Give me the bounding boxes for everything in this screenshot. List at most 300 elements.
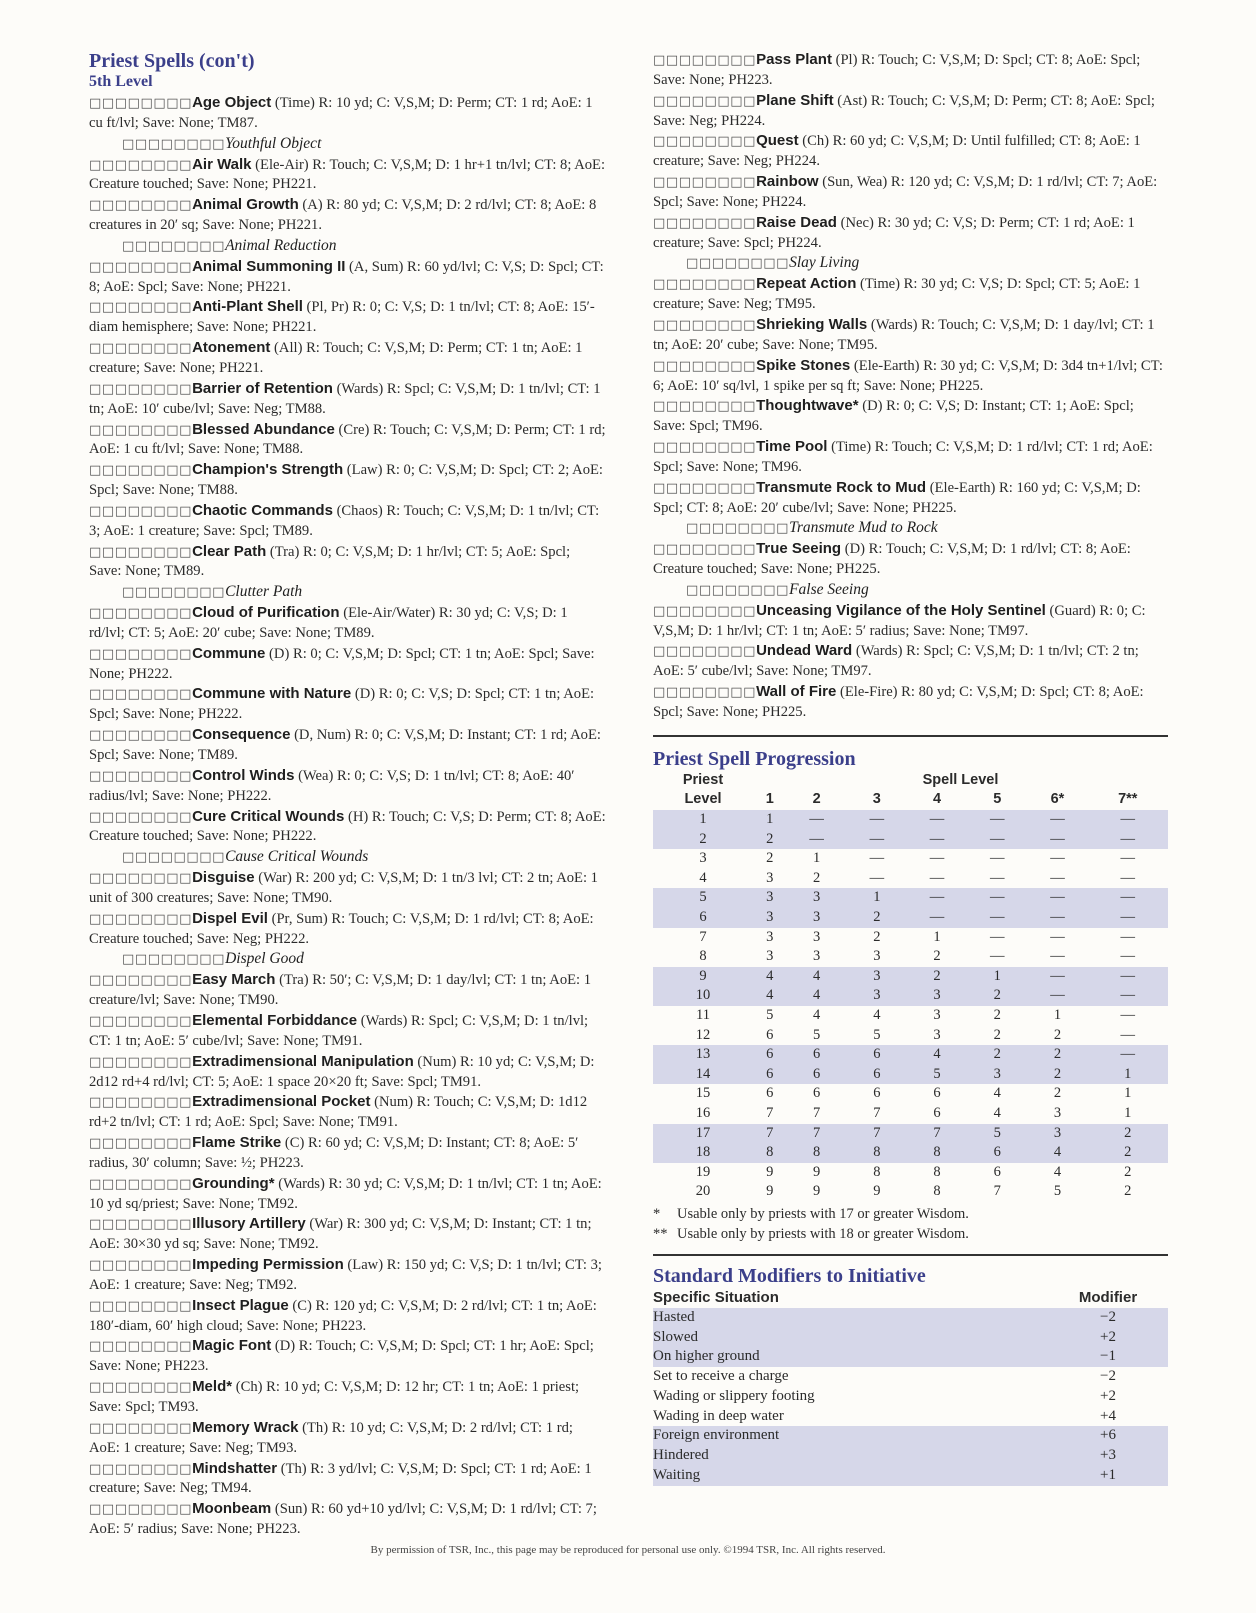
checkbox-row[interactable]: □□□□□□□□ <box>89 911 193 927</box>
spell-name: Commune with Nature <box>192 685 352 703</box>
slot-cell: 6 <box>766 1085 774 1102</box>
checkbox-row[interactable]: □□□□□□□□ <box>89 1054 193 1070</box>
level-cell: 17 <box>653 1124 753 1144</box>
spell-entry <box>653 315 1168 356</box>
spell-entry <box>89 297 606 338</box>
spell-entry <box>89 257 606 298</box>
spell-name: Spike Stones <box>756 356 851 374</box>
slot-cell: 6 <box>813 1085 821 1102</box>
level-cell: 11 <box>696 1006 710 1023</box>
spell-name: Magic Font <box>192 1337 272 1355</box>
spell-name: Control Winds <box>192 766 295 784</box>
checkbox-row[interactable]: □□□□□□□□ <box>122 238 226 254</box>
table-row <box>653 830 1168 850</box>
checkbox-row[interactable]: □□□□□□□□ <box>89 300 193 316</box>
section-title: Priest Spells (con't) <box>89 50 255 72</box>
slot-cell: — <box>1088 1045 1168 1065</box>
checkbox-row[interactable]: □□□□□□□□ <box>122 952 226 968</box>
spell-detail: (Wards) R: Spcl; C: V,S,M; D: 1 tn/lvl; CT: 1 tn; AoE: 10′ cube/lvl; Save: Neg; TM88. <box>89 380 601 417</box>
checkbox-row[interactable]: □□□□□□□□ <box>653 480 757 496</box>
spell-entry <box>653 437 1168 478</box>
spell-name: Memory Wrack <box>192 1418 299 1436</box>
footnote <box>653 1224 1168 1244</box>
spell-name: Animal Growth <box>192 196 299 214</box>
checkbox-row[interactable]: □□□□□□□□ <box>122 585 226 601</box>
spell-name: Illusory Artillery <box>192 1215 306 1233</box>
footnote-mark: ** <box>653 1225 668 1242</box>
table-row <box>653 1084 1168 1104</box>
slot-cell: 3 <box>847 986 907 1006</box>
spell-detail: (Law) R: 0; C: V,S,M; D: Spcl; CT: 2; AoE: Spcl; Save: None; TM88. <box>89 462 603 499</box>
table-row <box>653 1308 1168 1328</box>
slot-cell: 6 <box>993 1163 1001 1180</box>
spell-name: Unceasing Vigilance of the Holy Sentinel <box>756 601 1046 619</box>
level-cell: 7 <box>699 928 707 945</box>
checkbox-row[interactable]: □□□□□□□□ <box>653 358 757 374</box>
slot-cell: 1 <box>967 967 1027 987</box>
checkbox-row[interactable]: □□□□□□□□ <box>89 198 193 214</box>
table-row <box>653 928 1168 948</box>
spell-detail: (Wards) R: 30 yd; C: V,S,M; D: 1 tn/lvl; CT: 1 tn; AoE: 10 yd sq/priest; Save: None; TM92. <box>89 1175 602 1212</box>
checkbox-row[interactable]: □□□□□□□□ <box>653 603 757 619</box>
level-cell: 6 <box>653 908 753 928</box>
slot-cell: 6 <box>933 1085 941 1102</box>
slot-cell: — <box>1027 810 1087 830</box>
spell-entry <box>89 807 606 848</box>
divider <box>653 1254 1168 1256</box>
slot-cell: 4 <box>1027 1143 1087 1163</box>
slot-cell: 2 <box>813 869 821 886</box>
footnote-text: Usable only by priests with 17 or greater Wisdom. <box>677 1205 969 1222</box>
spell-name: Undead Ward <box>756 642 853 660</box>
slot-cell: 4 <box>993 1104 1001 1121</box>
slot-cell: 6 <box>847 1065 907 1085</box>
spell-detail: (Guard) R: 0; C: V,S,M; D: 1 hr/lvl; CT: 1 tn; AoE: 5′ radius; Save: None; TM97. <box>653 602 1146 639</box>
spell-detail: (War) R: 200 yd; C: V,S,M; D: 1 tn/3 lvl; CT: 2 tn; AoE: 1 unit of 300 creatures; Save: None; TM90. <box>89 870 598 906</box>
spell-name: Elemental Forbiddance <box>192 1011 358 1029</box>
slot-cell: — <box>1088 908 1168 928</box>
slot-cell: 7 <box>993 1183 1001 1200</box>
checkbox-row[interactable]: □□□□□□□□ <box>89 503 193 519</box>
slot-cell: 8 <box>907 1143 967 1163</box>
level-cell: 16 <box>695 1104 711 1121</box>
spell-detail: (Ele-Air) R: Touch; C: V,S,M; D: 1 hr+1 tn/lvl; CT: 8; AoE: Creature touched; Save: None; PH221. <box>89 156 606 193</box>
slot-cell: 3 <box>766 928 774 945</box>
spell-name: Transmute Rock to Mud <box>756 478 927 496</box>
slot-cell: — <box>1027 967 1087 987</box>
slot-cell: 2 <box>993 1026 1001 1043</box>
spell-name: Grounding* <box>192 1174 275 1192</box>
slot-cell: 2 <box>933 948 941 965</box>
spell-entry <box>89 155 606 196</box>
slot-cell: — <box>1088 986 1168 1006</box>
right-spell-list <box>653 50 1168 723</box>
slot-cell: — <box>989 928 1005 945</box>
column-header: 7** <box>1118 791 1138 808</box>
checkbox-row[interactable]: □□□□□□□□ <box>89 768 193 784</box>
slot-cell: 4 <box>1053 1163 1062 1180</box>
slot-cell: 4 <box>993 1085 1001 1102</box>
checkbox-row[interactable]: □□□□□□□□ <box>89 1461 193 1477</box>
spell-entry <box>89 1255 606 1296</box>
situation-cell: Waiting <box>653 1466 1048 1486</box>
checkbox-row[interactable]: □□□□□□□□ <box>653 215 757 231</box>
table-row <box>653 986 1168 1006</box>
spell-entry <box>89 338 606 379</box>
spell-detail: (C) R: 120 yd; C: V,S,M; D: 2 rd/lvl; CT: 1 tn; AoE: 180′-diam, 60′ high cloud; Save: None; PH223. <box>89 1297 597 1334</box>
checkbox-row[interactable]: □□□□□□□□ <box>653 440 757 456</box>
spell-detail: (Pl) R: Touch; C: V,S,M; D: Spcl; CT: 8; AoE: Spcl; Save: None; PH223. <box>653 52 1141 88</box>
checkbox-row[interactable]: □□□□□□□□ <box>89 544 193 560</box>
modifier-cell: +1 <box>1048 1466 1168 1486</box>
situation-cell: Hindered <box>653 1446 1048 1466</box>
checkbox-row[interactable]: □□□□□□□□ <box>89 422 193 438</box>
slot-cell: 8 <box>753 1143 787 1163</box>
spell-name: Cure Critical Wounds <box>192 807 345 825</box>
checkbox-row[interactable]: □□□□□□□□ <box>653 542 757 558</box>
checkbox-row[interactable]: □□□□□□□□ <box>89 687 193 703</box>
slot-cell: — <box>1120 850 1136 867</box>
spell-entry <box>89 766 606 807</box>
slot-cell: 3 <box>933 1026 941 1043</box>
level-cell: 15 <box>695 1085 711 1102</box>
checkbox-row[interactable]: □□□□□□□□ <box>653 644 757 660</box>
slot-cell: 3 <box>813 948 821 965</box>
slot-cell: 7 <box>813 1104 821 1121</box>
spell-entry <box>89 1214 606 1255</box>
footnote <box>653 1204 1168 1224</box>
spell-entry <box>89 1174 606 1215</box>
level-cell: 8 <box>699 948 707 965</box>
situation-cell: On higher ground <box>653 1347 1048 1367</box>
spell-detail: (Pl, Pr) R: 0; C: V,S; D: 1 tn/lvl; CT: 8; AoE: 15′-diam hemisphere; Save: None; PH221. <box>89 299 595 336</box>
spell-detail: (Th) R: 10 yd; C: V,S,M; D: 2 rd/lvl; CT: 1 rd; AoE: 1 creature; Save: Neg; TM93. <box>89 1419 573 1456</box>
checkbox-row[interactable]: □□□□□□□□ <box>89 96 193 111</box>
slot-cell: 9 <box>813 1183 821 1200</box>
spell-detail: (Wards) R: Touch; C: V,S,M; D: 1 day/lvl; CT: 1 tn; AoE: 20′ cube; Save: None; TM95. <box>653 316 1155 353</box>
spell-detail: (C) R: 60 yd; C: V,S,M; D: Instant; CT: 8; AoE: 5′ radius, 30′ column; Save: ½; PH223. <box>89 1135 579 1171</box>
slot-cell: 2 <box>1053 1085 1062 1102</box>
spell-name: True Seeing <box>756 540 842 558</box>
header-situation: Specific Situation <box>653 1288 779 1306</box>
spell-entry <box>89 134 606 155</box>
checkbox-row[interactable]: □□□□□□□□ <box>686 256 790 272</box>
checkbox-row[interactable]: □□□□□□□□ <box>653 134 757 150</box>
checkbox-row[interactable]: □□□□□□□□ <box>653 399 757 415</box>
initiative-body <box>653 1308 1168 1486</box>
table-row <box>653 1347 1168 1367</box>
spell-name: Repeat Action <box>756 275 857 293</box>
spell-entry <box>89 542 606 583</box>
slot-cell: 9 <box>873 1183 881 1200</box>
table-row <box>653 810 1168 830</box>
slot-cell: 4 <box>813 1006 821 1023</box>
spell-name: Dispel Evil <box>192 909 268 927</box>
table-row <box>653 888 1168 908</box>
spell-name: Meld* <box>192 1378 233 1396</box>
spell-entry <box>89 684 606 725</box>
slot-cell: — <box>907 888 967 908</box>
slot-cell: — <box>989 948 1005 965</box>
level-cell: 12 <box>695 1026 711 1043</box>
initiative-table <box>653 1288 1168 1486</box>
slot-cell: 2 <box>1124 1183 1132 1200</box>
modifier-cell: −2 <box>1048 1308 1168 1328</box>
checkbox-row[interactable]: □□□□□□□□ <box>89 381 193 397</box>
slot-cell: 5 <box>1053 1183 1062 1200</box>
slot-cell: 5 <box>907 1065 967 1085</box>
spell-detail: (Num) R: 10 yd; C: V,S,M; D: 2d12 rd+4 rd/lvl; CT: 5; AoE: 1 space 20×20 ft; Save: Spcl; TM91. <box>89 1053 595 1090</box>
spell-detail: (Ch) R: 60 yd; C: V,S,M; D: Until fulfilled; CT: 8; AoE: 1 creature; Save: Neg; PH224. <box>653 133 1141 170</box>
spell-name: Dispel Good <box>225 950 304 968</box>
checkbox-row[interactable]: □□□□□□□□ <box>89 1176 193 1192</box>
slot-cell: 8 <box>787 1143 847 1163</box>
spell-detail: (Cre) R: Touch; C: V,S,M; D: Perm; CT: 1 rd; AoE: 1 cu ft/lvl; Save: None; TM88. <box>89 421 606 458</box>
checkbox-row[interactable]: □□□□□□□□ <box>89 1136 193 1152</box>
situation-cell: Foreign environment <box>653 1426 1048 1446</box>
checkbox-row[interactable]: □□□□□□□□ <box>89 259 193 275</box>
slot-cell: 6 <box>847 1045 907 1065</box>
spell-name: Consequence <box>192 726 291 744</box>
situation-cell: Wading in deep water <box>653 1407 784 1424</box>
checkbox-row[interactable]: □□□□□□□□ <box>653 93 757 109</box>
slot-cell: — <box>1088 830 1168 850</box>
spell-name: Chaotic Commands <box>192 501 333 519</box>
spell-entry <box>89 460 606 501</box>
slot-cell: 7 <box>753 1124 787 1144</box>
section-subtitle: 5th Level <box>89 73 153 90</box>
checkbox-row[interactable]: □□□□□□□□ <box>89 1339 193 1355</box>
slot-cell: 4 <box>907 1045 967 1065</box>
level-cell: 14 <box>653 1065 753 1085</box>
spell-name: False Seeing <box>789 580 869 598</box>
spell-detail: (Time) R: Touch; C: V,S,M; D: 1 rd/lvl; CT: 1 rd; AoE: Spcl; Save: None; TM96. <box>653 439 1153 475</box>
spell-detail: (Th) R: 3 yd/lvl; C: V,S,M; D: Spcl; CT: 1 rd; AoE: 1 creature; Save: Neg; TM94. <box>89 1460 592 1497</box>
checkbox-row[interactable]: □□□□□□□□ <box>653 685 757 701</box>
spell-detail: (Ele-Earth) R: 30 yd; C: V,S,M; D: 3d4 tn+1/lvl; CT: 6; AoE: 10′ sq/lvl, 1 spike per sq ft; Save: None; PH225. <box>653 357 1163 394</box>
slot-cell: — <box>1050 948 1065 965</box>
slot-cell: 9 <box>766 1183 774 1200</box>
slot-cell: 9 <box>813 1163 821 1180</box>
spell-detail: (All) R: Touch; C: V,S,M; D: Perm; CT: 1 tn; AoE: 1 creature; Save: None; PH221. <box>89 340 583 376</box>
spell-name: Transmute Mud to Rock <box>789 519 938 537</box>
spell-name: Animal Summoning II <box>192 257 346 275</box>
checkbox-row[interactable]: □□□□□□□□ <box>89 1380 193 1396</box>
slot-cell: — <box>847 810 907 830</box>
spell-name: Disguise <box>192 869 255 887</box>
checkbox-row[interactable]: □□□□□□□□ <box>89 871 193 887</box>
spell-entry <box>89 1133 606 1174</box>
header-level: Level <box>684 791 722 808</box>
spell-detail: (A, Sum) R: 60 yd/lvl; C: V,S; D: Spcl; CT: 8; AoE: Spcl; Save: None; PH221. <box>89 258 604 295</box>
slot-cell: 4 <box>873 1006 881 1023</box>
spell-name: Barrier of Retention <box>192 379 333 397</box>
slot-cell: 5 <box>873 1026 881 1043</box>
spell-name: Moonbeam <box>192 1500 272 1518</box>
checkbox-row[interactable]: □□□□□□□□ <box>653 175 757 191</box>
slot-cell: 6 <box>873 1085 881 1102</box>
spell-entry <box>89 1499 606 1540</box>
spell-entry <box>653 478 1168 519</box>
slot-cell: 3 <box>766 948 774 965</box>
slot-cell: 2 <box>873 928 881 945</box>
spell-name: Cloud of Purification <box>192 604 340 622</box>
modifier-cell: +4 <box>1100 1407 1116 1424</box>
checkbox-row[interactable]: □□□□□□□□ <box>89 1013 193 1029</box>
checkbox-row[interactable]: □□□□□□□□ <box>686 521 790 537</box>
spell-entry <box>89 1011 606 1052</box>
spell-entry <box>653 518 1168 539</box>
checkbox-row[interactable]: □□□□□□□□ <box>89 646 193 662</box>
checkbox-row[interactable]: □□□□□□□□ <box>122 850 226 866</box>
spell-entry <box>89 725 606 766</box>
slot-cell: — <box>1027 830 1087 850</box>
spell-entry <box>89 236 606 257</box>
checkbox-row[interactable]: □□□□□□□□ <box>122 136 226 152</box>
spell-entry <box>89 1459 606 1500</box>
spell-entry <box>89 501 606 542</box>
slot-cell: 1 <box>1124 1085 1132 1102</box>
table-row <box>653 1328 1168 1348</box>
slot-cell: — <box>787 810 847 830</box>
spell-entry <box>89 1092 606 1133</box>
checkbox-row[interactable]: □□□□□□□□ <box>89 341 193 357</box>
checkbox-row[interactable]: □□□□□□□□ <box>89 1298 193 1314</box>
checkbox-row[interactable]: □□□□□□□□ <box>89 809 193 825</box>
checkbox-row[interactable]: □□□□□□□□ <box>653 53 757 68</box>
spell-name: Anti-Plant Shell <box>192 298 303 316</box>
checkbox-row[interactable]: □□□□□□□□ <box>89 1095 193 1111</box>
slot-cell: 7 <box>873 1104 881 1121</box>
level-cell: 18 <box>653 1143 753 1163</box>
spell-detail: (Law) R: 150 yd; C: V,S; D: 1 tn/lvl; CT: 3; AoE: 1 creature; Save: Neg; TM92. <box>89 1257 602 1293</box>
slot-cell: — <box>1120 1006 1136 1023</box>
spell-name: Wall of Fire <box>756 683 837 701</box>
slot-cell: 5 <box>766 1006 774 1023</box>
spell-name: Insect Plague <box>192 1296 289 1314</box>
checkbox-row[interactable]: □□□□□□□□ <box>686 582 790 598</box>
slot-cell: — <box>967 888 1027 908</box>
slot-cell: 4 <box>753 986 787 1006</box>
slot-cell: — <box>1120 869 1136 886</box>
slot-cell: 3 <box>766 869 774 886</box>
spell-detail: (D) R: Touch; C: V,S,M; D: Spcl; CT: 1 hr; AoE: Spcl; Save: None; PH223. <box>89 1338 594 1375</box>
table-row <box>653 1026 1168 1046</box>
checkbox-row[interactable]: □□□□□□□□ <box>89 157 193 173</box>
slot-cell: — <box>1027 888 1087 908</box>
checkbox-row[interactable]: □□□□□□□□ <box>89 463 193 479</box>
slot-cell: — <box>1050 928 1065 945</box>
spell-entry <box>653 274 1168 315</box>
spell-detail: (D) R: 0; C: V,S,M; D: Spcl; CT: 1 tn; AoE: Spcl; Save: None; PH222. <box>89 645 595 682</box>
slot-cell: — <box>967 810 1027 830</box>
slot-cell: — <box>869 869 885 886</box>
slot-cell: 2 <box>993 1006 1001 1023</box>
slot-cell: 7 <box>907 1124 967 1144</box>
slot-cell: 7 <box>766 1104 774 1121</box>
spell-entry <box>653 172 1168 213</box>
spell-name: Rainbow <box>756 173 819 191</box>
slot-cell: 2 <box>766 850 774 867</box>
slot-cell: — <box>907 810 967 830</box>
spell-name: Time Pool <box>756 438 828 456</box>
table-row <box>653 869 1168 889</box>
slot-cell: 2 <box>967 1045 1027 1065</box>
spell-detail: (Wards) R: Spcl; C: V,S,M; D: 1 tn/lvl; CT: 1 tn; AoE: 5′ cube/lvl; Save: None; TM91. <box>89 1012 589 1049</box>
checkbox-row[interactable]: □□□□□□□□ <box>89 1258 193 1274</box>
spell-detail: (Ele-Fire) R: 80 yd; C: V,S,M; D: Spcl; CT: 8; AoE: Spcl; Save: None; PH225. <box>653 684 1144 720</box>
level-cell: 13 <box>653 1045 753 1065</box>
spell-detail: (Ele-Air/Water) R: 30 yd; C: V,S; D: 1 rd/lvl; CT: 5; AoE: 20′ cube; Save: None; TM89. <box>89 605 568 641</box>
table-row <box>653 1006 1168 1026</box>
slot-cell: 3 <box>787 908 847 928</box>
slot-cell: 6 <box>967 1143 1027 1163</box>
spell-entry <box>653 50 1168 91</box>
checkbox-row[interactable]: □□□□□□□□ <box>89 1420 193 1436</box>
column-header: 3 <box>872 791 881 808</box>
spell-entry <box>89 1052 606 1093</box>
spell-name: Impeding Permission <box>192 1256 344 1274</box>
slot-cell: 9 <box>766 1163 774 1180</box>
slot-cell: 6 <box>753 1065 787 1085</box>
table-row <box>653 1387 1168 1407</box>
slot-cell: 3 <box>753 888 787 908</box>
level-cell: 10 <box>653 986 753 1006</box>
slot-cell: 1 <box>1053 1006 1062 1023</box>
spell-name: Youthful Object <box>225 134 322 152</box>
spell-detail: (D) R: Touch; C: V,S,M; D: 1 rd/lvl; CT: 8; AoE: Creature touched; Save: None; PH225. <box>653 541 1131 578</box>
slot-cell: 2 <box>1027 1045 1087 1065</box>
spell-name: Air Walk <box>192 155 252 173</box>
slot-cell: 2 <box>907 967 967 987</box>
column-header: 1 <box>765 791 774 808</box>
slot-cell: 3 <box>933 1006 941 1023</box>
progression-body <box>653 810 1168 1202</box>
table-row <box>653 849 1168 869</box>
spell-name: Flame Strike <box>192 1134 282 1152</box>
checkbox-row[interactable]: □□□□□□□□ <box>653 317 757 333</box>
modifier-cell: +2 <box>1100 1387 1116 1404</box>
spell-entry <box>89 909 606 950</box>
slot-cell: 1 <box>1088 1065 1168 1085</box>
situation-cell: Slowed <box>653 1328 1048 1348</box>
checkbox-row[interactable]: □□□□□□□□ <box>89 1217 193 1233</box>
spell-entry <box>653 539 1168 580</box>
slot-cell: — <box>1050 850 1065 867</box>
slot-cell: 4 <box>787 986 847 1006</box>
spell-detail: (D, Num) R: 0; C: V,S,M; D: Instant; CT: 1 rd; AoE: Spcl; Save: None; TM89. <box>89 727 601 763</box>
slot-cell: — <box>1088 967 1168 987</box>
slot-cell: 2 <box>1088 1124 1168 1144</box>
spell-entry <box>89 644 606 685</box>
spell-name: Mindshatter <box>192 1459 278 1477</box>
slot-cell: 3 <box>753 908 787 928</box>
spell-entry <box>653 213 1168 254</box>
spell-name: Raise Dead <box>756 213 837 231</box>
checkbox-row[interactable]: □□□□□□□□ <box>89 973 193 989</box>
spell-entry <box>653 396 1168 437</box>
slot-cell: 2 <box>847 908 907 928</box>
checkbox-row[interactable]: □□□□□□□□ <box>89 728 193 744</box>
checkbox-row[interactable]: □□□□□□□□ <box>89 606 193 622</box>
checkbox-row[interactable]: □□□□□□□□ <box>653 277 757 293</box>
right-column <box>653 50 1168 1486</box>
header-spell-level: Spell Level <box>922 771 999 788</box>
slot-cell: — <box>1120 948 1136 965</box>
checkbox-row[interactable]: □□□□□□□□ <box>89 1502 193 1518</box>
slot-cell: 8 <box>933 1163 941 1180</box>
slot-cell: 2 <box>753 830 787 850</box>
